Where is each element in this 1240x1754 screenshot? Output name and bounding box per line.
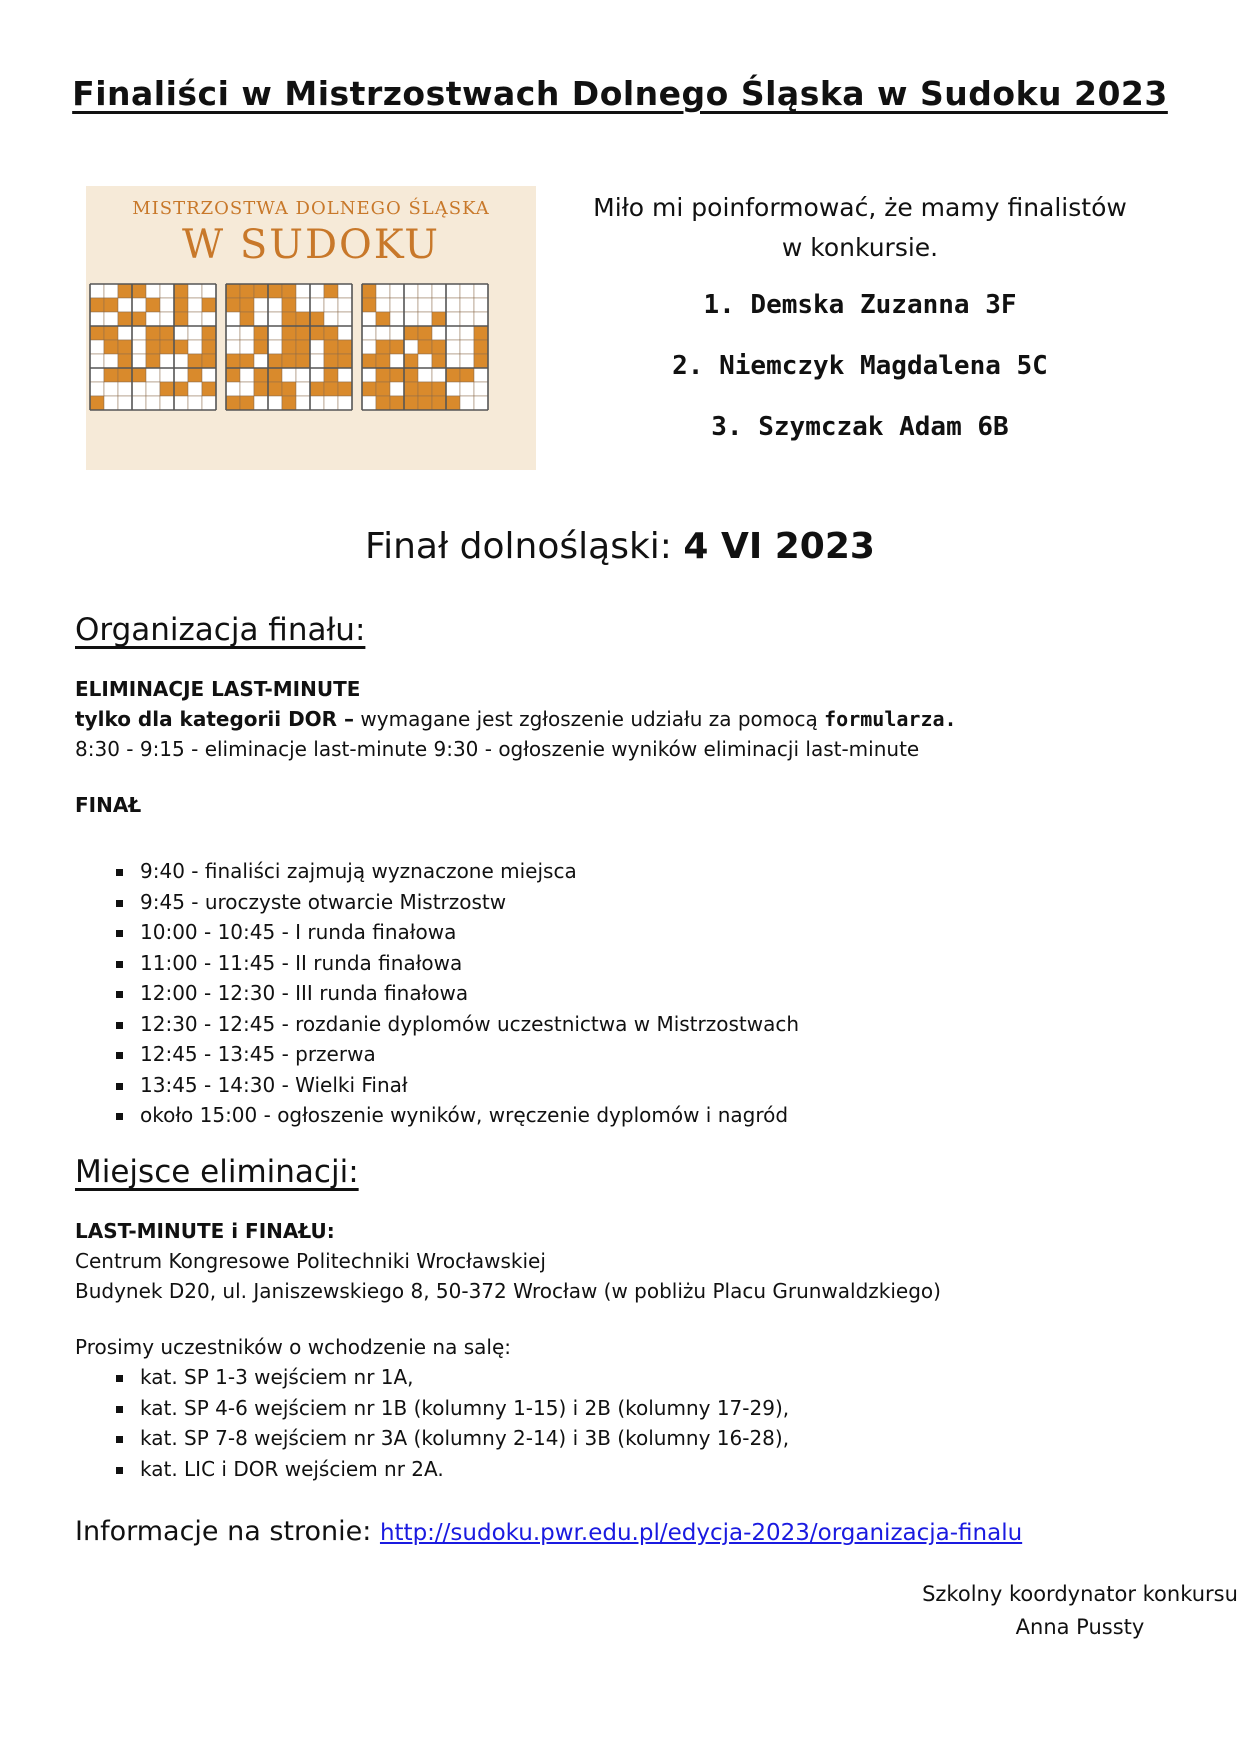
- organization-heading: Organizacja finału:: [75, 612, 366, 648]
- logo-grid-cell: [418, 340, 432, 354]
- logo-grid-cell: [282, 368, 296, 382]
- logo-grid-cell: [282, 298, 296, 312]
- logo-grid-cell: [188, 396, 202, 410]
- intro-text: [570, 188, 1150, 268]
- info-line: [75, 1516, 1022, 1547]
- logo-grid-cell: [282, 312, 296, 326]
- logo-grid-cell: [268, 396, 282, 410]
- logo-grid-cell: [104, 326, 118, 340]
- logo-grid-cell: [118, 298, 132, 312]
- logo-grid-cell: [226, 340, 240, 354]
- logo-grid-cell: [446, 382, 460, 396]
- venue-heading: Miejsce eliminacji:: [75, 1154, 359, 1190]
- logo-grid-cell: [390, 298, 404, 312]
- logo-grid-cell: [296, 354, 310, 368]
- logo-grid-cell: [474, 340, 488, 354]
- logo-grid-cell: [362, 368, 376, 382]
- logo-grid-cell: [362, 326, 376, 340]
- logo-grid-cell: [268, 340, 282, 354]
- logo-grid-cell: [418, 298, 432, 312]
- schedule-item: 9:45 - uroczyste otwarcie Mistrzostw: [140, 887, 799, 918]
- logo-grid-cell: [310, 354, 324, 368]
- logo-grid-cell: [174, 382, 188, 396]
- logo-grid-cell: [432, 354, 446, 368]
- logo-grid-cell: [160, 340, 174, 354]
- logo-grid-cell: [240, 368, 254, 382]
- logo-grid-cell: [376, 382, 390, 396]
- logo-grid-cell: [104, 368, 118, 382]
- finalists-list: [610, 286, 1110, 469]
- logo-grid-cell: [338, 298, 352, 312]
- elimination-category: tylko dla kategorii DOR –: [75, 707, 355, 731]
- sudoku-championship-logo: [86, 186, 536, 470]
- logo-grid-cell: [254, 354, 268, 368]
- logo-grid-cell: [268, 382, 282, 396]
- logo-grid-cell: [174, 298, 188, 312]
- logo-grid-cell: [460, 326, 474, 340]
- logo-grid-cell: [118, 382, 132, 396]
- logo-grid-cell: [474, 312, 488, 326]
- logo-grid-cell: [310, 312, 324, 326]
- logo-grid-cell: [268, 354, 282, 368]
- logo-grid-cell: [310, 298, 324, 312]
- logo-grid-cell: [432, 368, 446, 382]
- logo-grid-cell: [226, 312, 240, 326]
- logo-grid-cell: [254, 368, 268, 382]
- logo-grid-cell: [362, 298, 376, 312]
- logo-grid-cell: [432, 298, 446, 312]
- logo-grid-cell: [160, 312, 174, 326]
- logo-grid-cell: [160, 284, 174, 298]
- logo-grid-cell: [446, 312, 460, 326]
- logo-grid-cell: [118, 340, 132, 354]
- logo-grid-cell: [282, 340, 296, 354]
- logo-grid-cell: [188, 284, 202, 298]
- logo-grid-cell: [90, 354, 104, 368]
- logo-grid-cell: [188, 326, 202, 340]
- logo-grid-cell: [118, 284, 132, 298]
- logo-grid-cell: [296, 396, 310, 410]
- logo-grid-cell: [460, 354, 474, 368]
- logo-grid-cell: [390, 382, 404, 396]
- logo-grid-cell: [376, 312, 390, 326]
- logo-grid-cell: [104, 312, 118, 326]
- logo-grid-cell: [338, 284, 352, 298]
- logo-grid-cell: [160, 354, 174, 368]
- logo-grid-cell: [132, 354, 146, 368]
- logo-grid-cell: [132, 326, 146, 340]
- logo-grid-cell: [310, 382, 324, 396]
- schedule-item: 10:00 - 10:45 - I runda finałowa: [140, 917, 799, 948]
- logo-grid-cell: [226, 326, 240, 340]
- logo-grid-cell: [404, 368, 418, 382]
- logo-grid-cell: [324, 382, 338, 396]
- logo-grid-cell: [202, 298, 216, 312]
- elimination-title: ELIMINACJE LAST-MINUTE: [75, 677, 361, 701]
- logo-grid-cell: [310, 284, 324, 298]
- logo-grid-cell: [174, 368, 188, 382]
- logo-grid-cell: [390, 368, 404, 382]
- logo-grid-cell: [474, 396, 488, 410]
- logo-grid-cell: [310, 396, 324, 410]
- logo-grid-cell: [104, 340, 118, 354]
- logo-grid-cell: [174, 312, 188, 326]
- logo-grid-cell: [324, 326, 338, 340]
- logo-grid-cell: [310, 368, 324, 382]
- logo-grid-cell: [188, 340, 202, 354]
- logo-grid-cell: [282, 382, 296, 396]
- entrance-list: [140, 1362, 789, 1484]
- logo-grid-cell: [104, 284, 118, 298]
- logo-grid-cell: [226, 396, 240, 410]
- logo-grid-cell: [418, 312, 432, 326]
- logo-grid-cell: [432, 396, 446, 410]
- logo-grid-cell: [310, 340, 324, 354]
- logo-grid-cell: [338, 382, 352, 396]
- logo-grid-cell: [324, 368, 338, 382]
- logo-grid-cell: [254, 312, 268, 326]
- logo-grid-cell: [188, 354, 202, 368]
- logo-grid-cell: [132, 312, 146, 326]
- logo-grid-cell: [240, 312, 254, 326]
- logo-grid-cell: [418, 326, 432, 340]
- logo-grid-cell: [324, 284, 338, 298]
- logo-grid-cell: [132, 382, 146, 396]
- logo-grid-cell: [268, 326, 282, 340]
- logo-grid-cell: [296, 340, 310, 354]
- logo-grid-cell: [132, 368, 146, 382]
- logo-grid-cell: [90, 340, 104, 354]
- logo-grid-cell: [146, 326, 160, 340]
- logo-grid-cell: [362, 312, 376, 326]
- form-link[interactable]: formularza.: [824, 707, 957, 731]
- logo-grid-cell: [202, 312, 216, 326]
- logo-grid-cell: [418, 382, 432, 396]
- entrance-item: kat. SP 7-8 wejściem nr 3A (kolumny 2-14) i 3B (kolumny 16-28),: [140, 1423, 789, 1454]
- logo-grid-cell: [390, 340, 404, 354]
- elimination-info: [75, 704, 957, 734]
- venue-subtitle: LAST-MINUTE i FINAŁU:: [75, 1219, 335, 1243]
- logo-title-line2: W SUDOKU: [182, 222, 440, 268]
- logo-grid-cell: [132, 298, 146, 312]
- logo-grid-cell: [146, 284, 160, 298]
- logo-grid-cell: [240, 382, 254, 396]
- logo-grid-cell: [404, 382, 418, 396]
- logo-grid-cell: [118, 354, 132, 368]
- logo-grid-cell: [146, 382, 160, 396]
- logo-grid-cell: [146, 298, 160, 312]
- logo-grid-cell: [160, 382, 174, 396]
- logo-grid-cell: [446, 326, 460, 340]
- logo-grid-cell: [376, 396, 390, 410]
- logo-grid-cell: [188, 298, 202, 312]
- logo-grid-cell: [296, 312, 310, 326]
- logo-grid-cell: [362, 354, 376, 368]
- logo-grid-cell: [432, 326, 446, 340]
- logo-grid-cell: [202, 326, 216, 340]
- logo-grid-cell: [90, 284, 104, 298]
- logo-grid-cell: [324, 340, 338, 354]
- logo-grid-cell: [404, 312, 418, 326]
- logo-grid-cell: [460, 298, 474, 312]
- logo-grid-cell: [174, 396, 188, 410]
- entrance-item: kat. LIC i DOR wejściem nr 2A.: [140, 1454, 789, 1485]
- logo-grid-cell: [188, 382, 202, 396]
- venue-line-2: Budynek D20, ul. Janiszewskiego 8, 50-372 Wrocław (w pobliżu Placu Grunwaldzkiego): [75, 1279, 941, 1303]
- logo-grid-cell: [418, 284, 432, 298]
- logo-grid-cell: [296, 298, 310, 312]
- finalist-item: 1. Demska Zuzanna 3F: [703, 290, 1017, 320]
- logo-grid-cell: [282, 354, 296, 368]
- logo-grid-cell: [160, 396, 174, 410]
- logo-grid-cell: [376, 368, 390, 382]
- logo-grid-cell: [474, 368, 488, 382]
- logo-grid-cell: [338, 326, 352, 340]
- logo-grid-cell: [226, 368, 240, 382]
- logo-grid-cell: [118, 368, 132, 382]
- logo-grid-cell: [362, 382, 376, 396]
- logo-grid-cell: [240, 396, 254, 410]
- logo-title-line1: MISTRZOSTWA DOLNEGO ŚLĄSKA: [132, 198, 490, 219]
- logo-grid-cell: [474, 382, 488, 396]
- logo-grid-cell: [404, 396, 418, 410]
- elimination-times: 8:30 - 9:15 - eliminacje last-minute 9:30 - ogłoszenie wyników eliminacji last-minute: [75, 737, 920, 761]
- logo-grid-cell: [324, 354, 338, 368]
- logo-grid-cell: [254, 382, 268, 396]
- logo-grid-cell: [240, 284, 254, 298]
- elimination-requirement: wymagane jest zgłoszenie udziału za pomocą: [354, 707, 818, 731]
- finalist-item: 2. Niemczyk Magdalena 5C: [672, 351, 1048, 381]
- logo-grid-cell: [460, 340, 474, 354]
- logo-grid-cell: [254, 326, 268, 340]
- logo-grid-cell: [296, 382, 310, 396]
- entrance-item: kat. SP 1-3 wejściem nr 1A,: [140, 1362, 789, 1393]
- logo-grid-cell: [362, 396, 376, 410]
- logo-grid-cell: [376, 354, 390, 368]
- signature-name: Anna Pussty: [1015, 1615, 1145, 1639]
- schedule-item: 11:00 - 11:45 - II runda finałowa: [140, 948, 799, 979]
- logo-grid-cell: [188, 312, 202, 326]
- logo-grid-cell: [418, 368, 432, 382]
- schedule-item: 9:40 - finaliści zajmują wyznaczone miejsca: [140, 856, 799, 887]
- logo-grid-cell: [474, 298, 488, 312]
- logo-grid-cell: [446, 354, 460, 368]
- logo-grid-cell: [404, 354, 418, 368]
- logo-grid-cell: [240, 340, 254, 354]
- logo-grid-cell: [338, 396, 352, 410]
- logo-grid-cell: [390, 396, 404, 410]
- logo-grid-cell: [132, 284, 146, 298]
- logo-grid-cell: [254, 298, 268, 312]
- logo-grid-cell: [268, 298, 282, 312]
- logo-grid-cell: [90, 368, 104, 382]
- logo-grid-cell: [446, 284, 460, 298]
- logo-grid-cell: [104, 354, 118, 368]
- logo-grid-cell: [202, 354, 216, 368]
- logo-grid-cell: [296, 326, 310, 340]
- final-date-value: 4 VI 2023: [683, 526, 875, 567]
- info-label: Informacje na stronie:: [75, 1516, 372, 1547]
- signature-role: Szkolny koordynator konkursu: [922, 1582, 1238, 1606]
- logo-grid-cell: [362, 284, 376, 298]
- finalist-item: 3. Szymczak Adam 6B: [711, 412, 1009, 442]
- venue-line-1: Centrum Kongresowe Politechniki Wrocławskiej: [75, 1249, 546, 1273]
- logo-grid-cell: [460, 382, 474, 396]
- logo-grid-cell: [446, 340, 460, 354]
- logo-grid-cell: [390, 354, 404, 368]
- logo-grid-cell: [282, 284, 296, 298]
- logo-grid-cell: [268, 284, 282, 298]
- logo-grid-cell: [146, 396, 160, 410]
- logo-grid-cell: [432, 284, 446, 298]
- intro-line-1: Miło mi poinformować, że mamy finalistów: [593, 193, 1127, 222]
- logo-grid-cell: [362, 340, 376, 354]
- logo-grid-cell: [202, 368, 216, 382]
- logo-grid-cell: [460, 284, 474, 298]
- logo-grid-cell: [338, 312, 352, 326]
- logo-grid-cell: [324, 312, 338, 326]
- logo-grid-cell: [226, 298, 240, 312]
- logo-grid-cell: [432, 312, 446, 326]
- logo-grid-cell: [104, 382, 118, 396]
- logo-grid-cell: [446, 298, 460, 312]
- schedule-item: 12:30 - 12:45 - rozdanie dyplomów uczestnictwa w Mistrzostwach: [140, 1009, 799, 1040]
- logo-grid-cell: [282, 396, 296, 410]
- logo-grid-cell: [118, 396, 132, 410]
- logo-grid-cell: [254, 284, 268, 298]
- logo-grid-cell: [296, 284, 310, 298]
- logo-grid-cell: [104, 396, 118, 410]
- logo-grid-cell: [254, 396, 268, 410]
- logo-grid-cell: [174, 340, 188, 354]
- schedule-item: 12:00 - 12:30 - III runda finałowa: [140, 978, 799, 1009]
- logo-grid-cell: [282, 326, 296, 340]
- intro-line-2: w konkursie.: [781, 233, 939, 262]
- final-date: [0, 526, 1240, 567]
- logo-grid-cell: [460, 368, 474, 382]
- logo-grid-cell: [202, 396, 216, 410]
- schedule-item: 13:45 - 14:30 - Wielki Finał: [140, 1070, 799, 1101]
- logo-grid-cell: [90, 382, 104, 396]
- logo-grid-cell: [90, 298, 104, 312]
- logo-grid-cell: [174, 326, 188, 340]
- logo-grid-cell: [324, 298, 338, 312]
- logo-grid-cell: [390, 284, 404, 298]
- logo-grid-cell: [160, 298, 174, 312]
- logo-grid-cell: [390, 326, 404, 340]
- logo-grid-cell: [404, 284, 418, 298]
- schedule-item: 12:45 - 13:45 - przerwa: [140, 1039, 799, 1070]
- entrance-request: Prosimy uczestników o wchodzenie na salę:: [75, 1335, 511, 1359]
- logo-grid-cell: [118, 326, 132, 340]
- logo-grid-cell: [90, 396, 104, 410]
- logo-grid-cell: [146, 354, 160, 368]
- logo-grid-cell: [104, 298, 118, 312]
- logo-grid-cell: [188, 368, 202, 382]
- logo-grid-cell: [376, 284, 390, 298]
- logo-grid-cell: [240, 298, 254, 312]
- entrance-item: kat. SP 4-6 wejściem nr 1B (kolumny 1-15) i 2B (kolumny 17-29),: [140, 1393, 789, 1424]
- final-schedule-list: [140, 856, 799, 1131]
- logo-grid-cell: [254, 340, 268, 354]
- logo-grid-cell: [146, 368, 160, 382]
- logo-grid-cell: [418, 354, 432, 368]
- logo-grid-cell: [310, 326, 324, 340]
- logo-grid-cell: [404, 298, 418, 312]
- logo-grid-cell: [338, 354, 352, 368]
- logo-grid-cell: [90, 326, 104, 340]
- page-title: Finaliści w Mistrzostwach Dolnego Śląska w Sudoku 2023: [72, 74, 1168, 113]
- logo-grid-cell: [324, 396, 338, 410]
- logo-grid-cell: [174, 284, 188, 298]
- logo-grid-cell: [202, 382, 216, 396]
- logo-grid-cell: [296, 368, 310, 382]
- logo-grid-cell: [376, 298, 390, 312]
- info-url-link[interactable]: http://sudoku.pwr.edu.pl/edycja-2023/organizacja-finalu: [379, 1520, 1023, 1546]
- logo-grid-cell: [446, 396, 460, 410]
- logo-grid-cell: [376, 326, 390, 340]
- logo-grid-cell: [338, 340, 352, 354]
- final-section-title: FINAŁ: [75, 793, 142, 817]
- logo-grid-cell: [446, 368, 460, 382]
- logo-grid-cell: [90, 312, 104, 326]
- logo-grid-cell: [268, 312, 282, 326]
- logo-grid-cell: [338, 368, 352, 382]
- logo-grid-cell: [226, 284, 240, 298]
- logo-grid-cell: [146, 312, 160, 326]
- signature-block: [780, 1578, 1240, 1644]
- logo-grid-cell: [174, 354, 188, 368]
- logo-grid-cell: [146, 340, 160, 354]
- logo-grid-cell: [202, 340, 216, 354]
- logo-grid-cell: [460, 396, 474, 410]
- logo-grid-cell: [132, 340, 146, 354]
- logo-grid-cell: [226, 354, 240, 368]
- logo-grid-cell: [404, 340, 418, 354]
- logo-grid-cell: [474, 284, 488, 298]
- logo-grid-cell: [418, 396, 432, 410]
- logo-grid-cell: [160, 368, 174, 382]
- logo-grid-cell: [160, 326, 174, 340]
- schedule-item: około 15:00 - ogłoszenie wyników, wręczenie dyplomów i nagród: [140, 1100, 799, 1131]
- logo-grid-cell: [432, 340, 446, 354]
- logo-grid-cell: [474, 354, 488, 368]
- logo-grid-cell: [240, 326, 254, 340]
- logo-grid-cell: [432, 382, 446, 396]
- logo-grid-cell: [390, 312, 404, 326]
- logo-grid-cell: [118, 312, 132, 326]
- logo-grid-cell: [202, 284, 216, 298]
- logo-grid-cell: [460, 312, 474, 326]
- sudoku-grids-graphic: [90, 284, 488, 410]
- logo-grid-cell: [474, 326, 488, 340]
- logo-grid-cell: [132, 396, 146, 410]
- final-date-label: Finał dolnośląski:: [365, 526, 672, 567]
- logo-grid-cell: [268, 368, 282, 382]
- logo-grid-cell: [376, 340, 390, 354]
- logo-grid-cell: [226, 382, 240, 396]
- logo-grid-cell: [404, 326, 418, 340]
- logo-grid-cell: [240, 354, 254, 368]
